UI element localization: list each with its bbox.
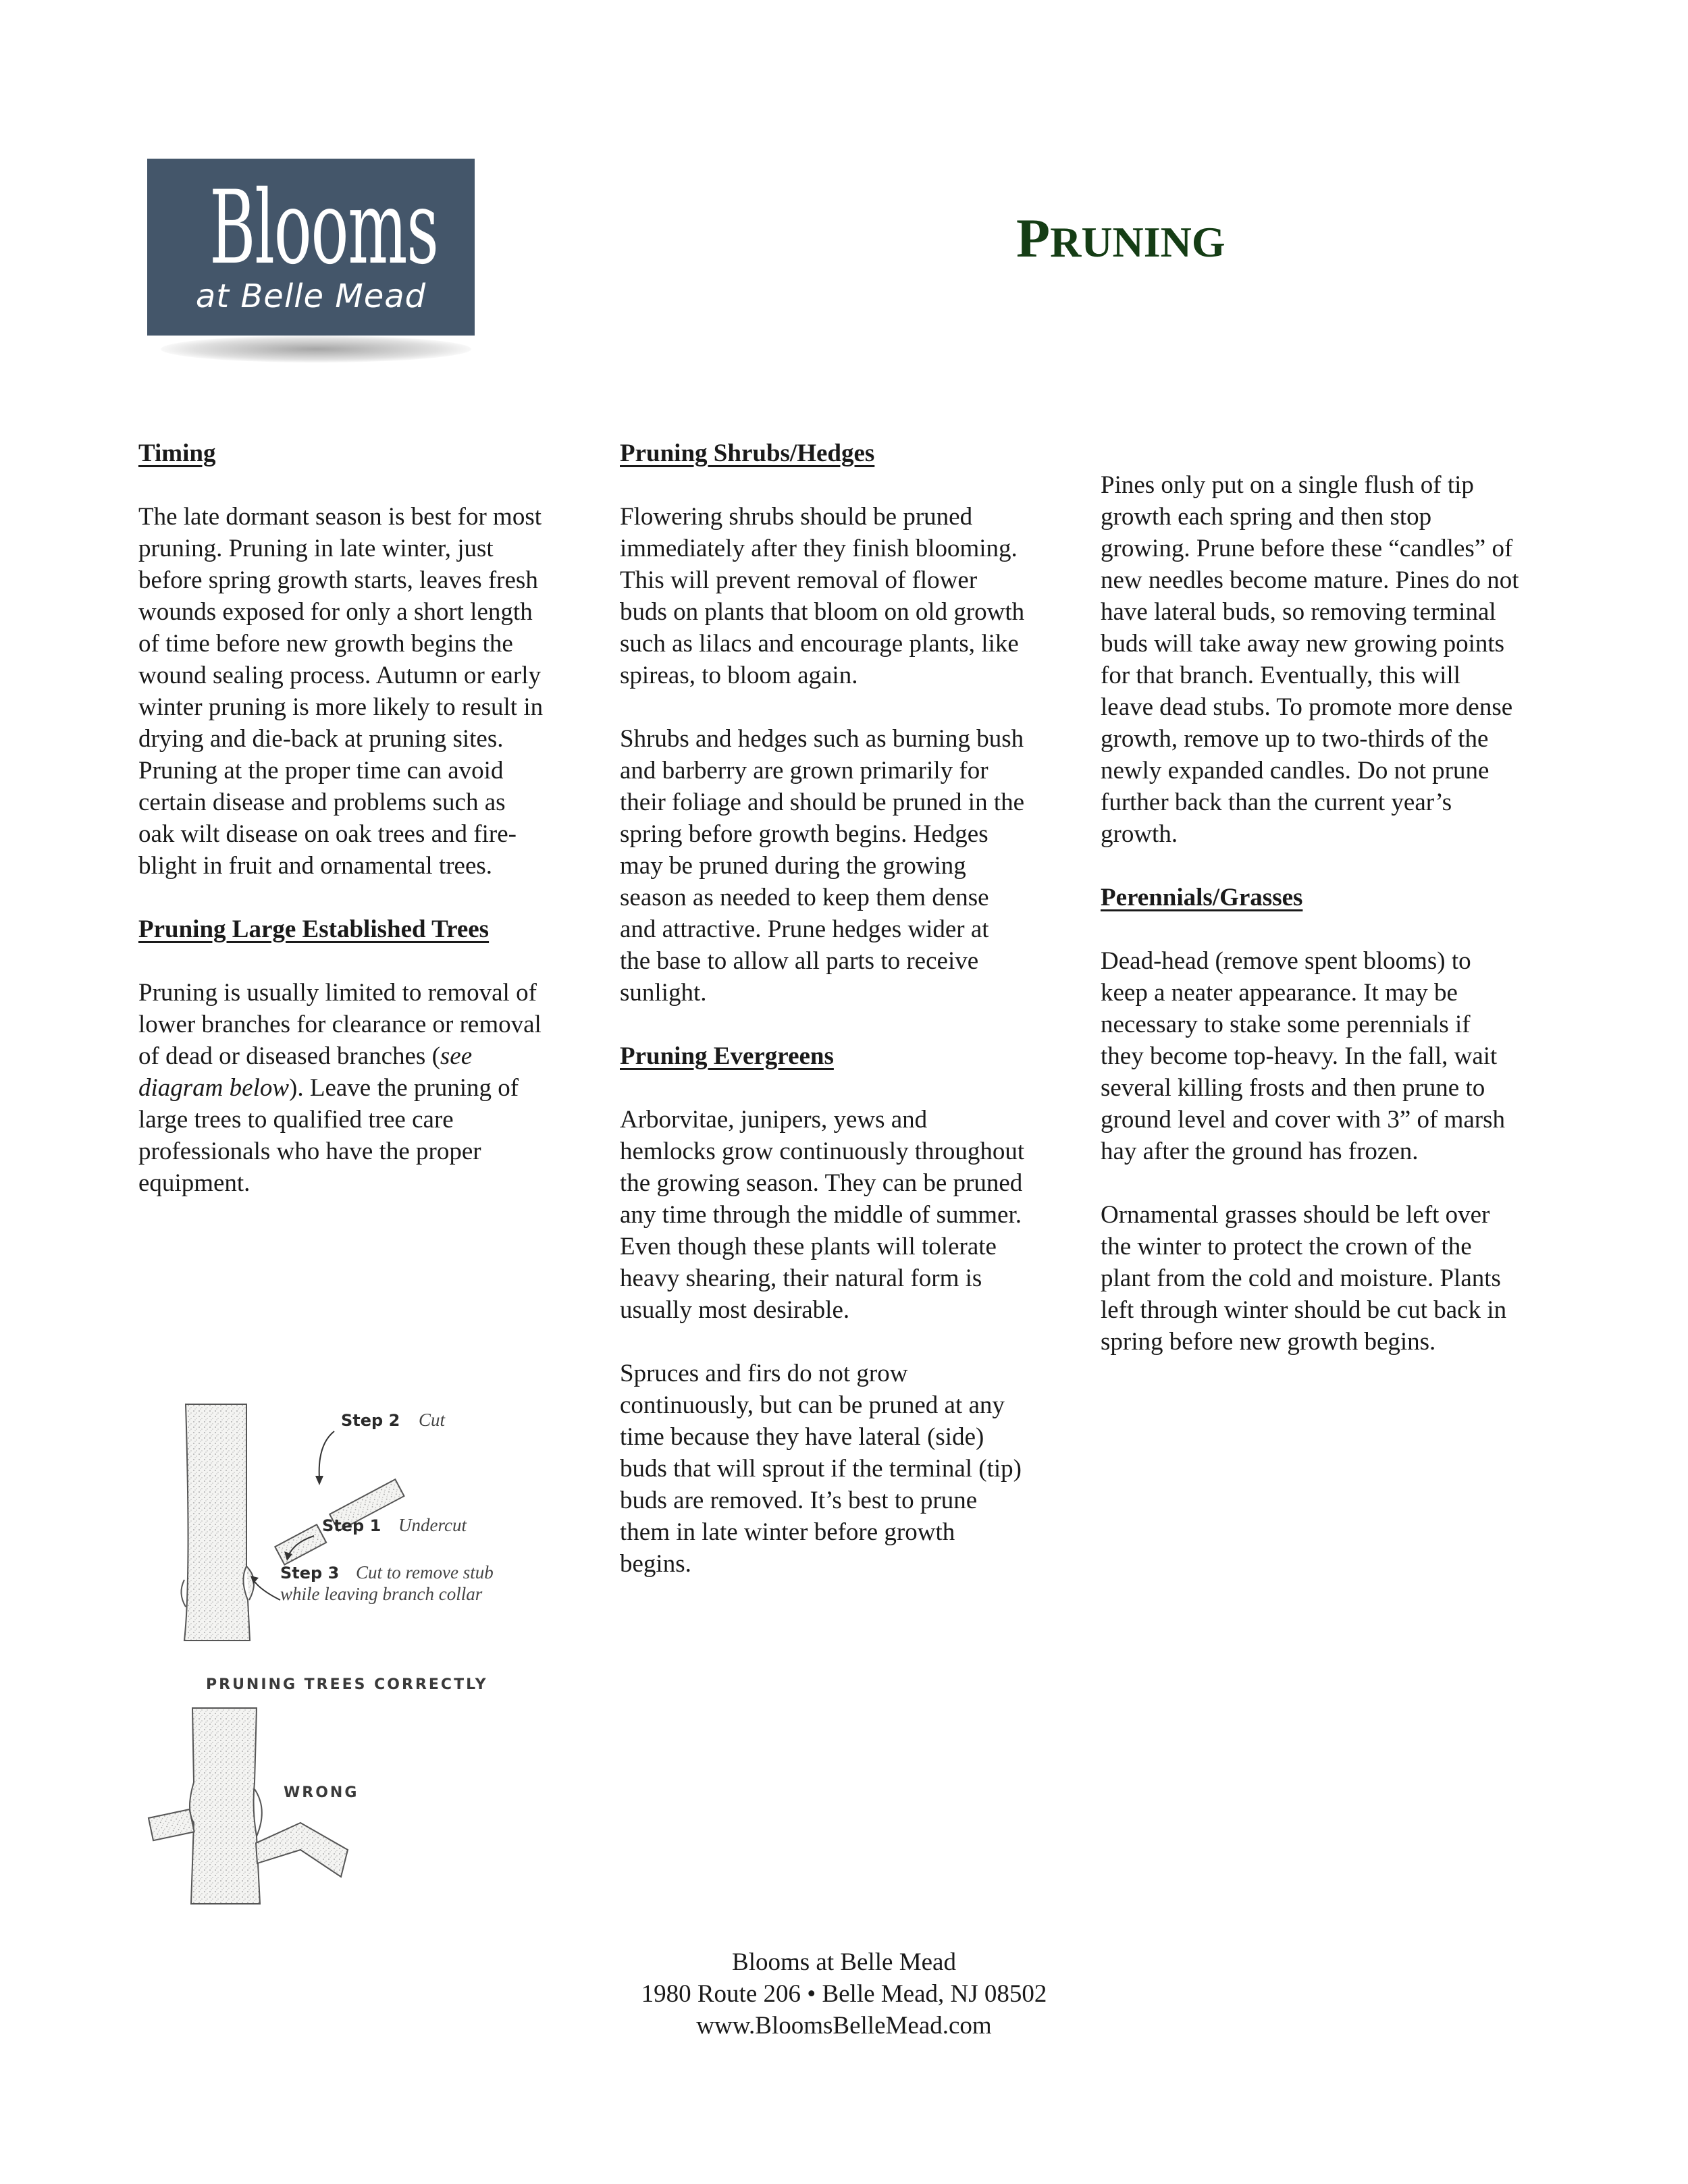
trunk-correct bbox=[184, 1404, 250, 1641]
logo-shadow bbox=[161, 336, 471, 363]
step3-note-line2: while leaving branch collar bbox=[280, 1584, 483, 1604]
arrow-step3 bbox=[253, 1580, 280, 1600]
arrow-step2 bbox=[319, 1431, 334, 1479]
page-title bbox=[1016, 207, 1225, 269]
logo bbox=[147, 159, 475, 392]
footer-website[interactable]: www.BloomsBelleMead.com bbox=[696, 2012, 992, 2040]
timing-paragraph: The late dormant season is best for most pruning. Pruning in late winter, just before spring growth starts, leaves fresh wounds exposed for only a short length of time before new growth begins the wound sealing process. Autumn or early winter pruning is more likely to result in drying and die-back at pruning sites. Pruning at the proper time can avoid certain disease and problems such as oak wilt disease on oak trees and fire-blight in fruit and ornamental trees. bbox=[138, 503, 544, 880]
timing-heading: Timing bbox=[138, 440, 216, 467]
diagram-reference: see diagram below bbox=[138, 1042, 473, 1102]
arrow-step2-head bbox=[315, 1476, 323, 1485]
pruning-diagram bbox=[138, 1377, 557, 1917]
grasses-paragraph: Ornamental grasses should be left over the winter to protect the crown of the plant from the cold and moisture. Plants left through winter should be cut back in spring before new growth begins. bbox=[1101, 1201, 1507, 1356]
diagram-caption: PRUNING TREES CORRECTLY bbox=[206, 1676, 488, 1693]
step3-label: Step 3 bbox=[280, 1564, 340, 1582]
branch-wrong-right bbox=[256, 1823, 348, 1877]
footer-address: 1980 Route 206 • Belle Mead, NJ 08502 bbox=[641, 1980, 1047, 2008]
large-trees-text-2: ). Leave the pruning of large trees to qualified tree care professionals who have the proper equipment. bbox=[138, 1074, 519, 1197]
stub-wrong-left bbox=[149, 1809, 194, 1840]
step3-note-line1: Cut to remove stub bbox=[356, 1562, 494, 1582]
logo-sub-text: at Belle Mead bbox=[195, 277, 427, 315]
branch-stub-piece bbox=[275, 1524, 326, 1564]
large-trees-heading: Pruning Large Established Trees bbox=[138, 915, 490, 943]
evergreens-heading: Pruning Evergreens bbox=[620, 1042, 834, 1070]
large-trees-paragraph bbox=[138, 977, 544, 1199]
trunk-wrong bbox=[190, 1708, 260, 1904]
logo-box bbox=[147, 159, 475, 336]
title-initial: P bbox=[1016, 207, 1051, 269]
evergreens-paragraph-2: Spruces and firs do not grow continuously, but can be pruned at any time because they have lateral (side) buds that will sprout if the terminal (tip) buds are removed. It’s best to prune them in late winter before growth begins. bbox=[620, 1360, 1022, 1578]
column-2 bbox=[620, 437, 1025, 1580]
footer bbox=[0, 1946, 1688, 2042]
column-1 bbox=[138, 437, 544, 1199]
evergreens-paragraph-1: Arborvitae, junipers, yews and hemlocks grow continuously throughout the growing season. They can be pruned any time through the middle of summer. Even though these plants will tolerate heavy shearing, their natural form is usually most desirable. bbox=[620, 1106, 1025, 1324]
step2-note: Cut bbox=[419, 1410, 446, 1430]
pines-paragraph: Pines only put on a single flush of tip growth each spring and then stop growing. Prune before these “candles” of new needles become mature. Pines do not have lateral buds, so removing terminal buds will take away new growing points for that branch. Eventually, this will leave dead stubs. To promote more dense growth, remove up to two-thirds of the newly expanded candles. Do not prune further back than the current year’s growth. bbox=[1101, 471, 1519, 848]
step2-label: Step 2 bbox=[341, 1411, 400, 1430]
branch-collar-bump bbox=[246, 1566, 254, 1600]
large-trees-text-1: Pruning is usually limited to removal of lower branches for clearance or removal of dead or diseased branches ( bbox=[138, 979, 542, 1070]
shrubs-heading: Pruning Shrubs/Hedges bbox=[620, 440, 875, 467]
shrubs-paragraph-2: Shrubs and hedges such as burning bush and barberry are grown primarily for their foliage and should be pruned in the spring before growth begins. Hedges may be pruned during the growing season as needed to keep them dense and attractive. Prune hedges wider at the base to allow all parts to receive sunlight. bbox=[620, 725, 1025, 1007]
column-3 bbox=[1101, 469, 1519, 1358]
shrubs-paragraph-1: Flowering shrubs should be pruned immediately after they finish blooming. This will prevent removal of flower buds on plants that bloom on old growth such as lilacs and encourage plants, like spireas, to bloom again. bbox=[620, 503, 1025, 689]
branch-stub-left bbox=[181, 1580, 186, 1607]
wrong-label: WRONG bbox=[284, 1784, 359, 1801]
perennials-paragraph: Dead-head (remove spent blooms) to keep a neater appearance. It may be necessary to stake some perennials if they become top-heavy. In the fall, wait several killing frosts and then prune to ground level and cover with 3” of marsh hay after the ground has frozen. bbox=[1101, 947, 1506, 1165]
pruning-diagram-svg bbox=[138, 1377, 557, 1917]
footer-name: Blooms at Belle Mead bbox=[732, 1948, 956, 1976]
step1-label: Step 1 bbox=[322, 1516, 381, 1535]
step1-note: Undercut bbox=[398, 1515, 467, 1535]
title-rest: RUNING bbox=[1050, 218, 1225, 266]
logo-main-text: Blooms bbox=[209, 169, 438, 287]
perennials-heading: Perennials/Grasses bbox=[1101, 884, 1303, 911]
